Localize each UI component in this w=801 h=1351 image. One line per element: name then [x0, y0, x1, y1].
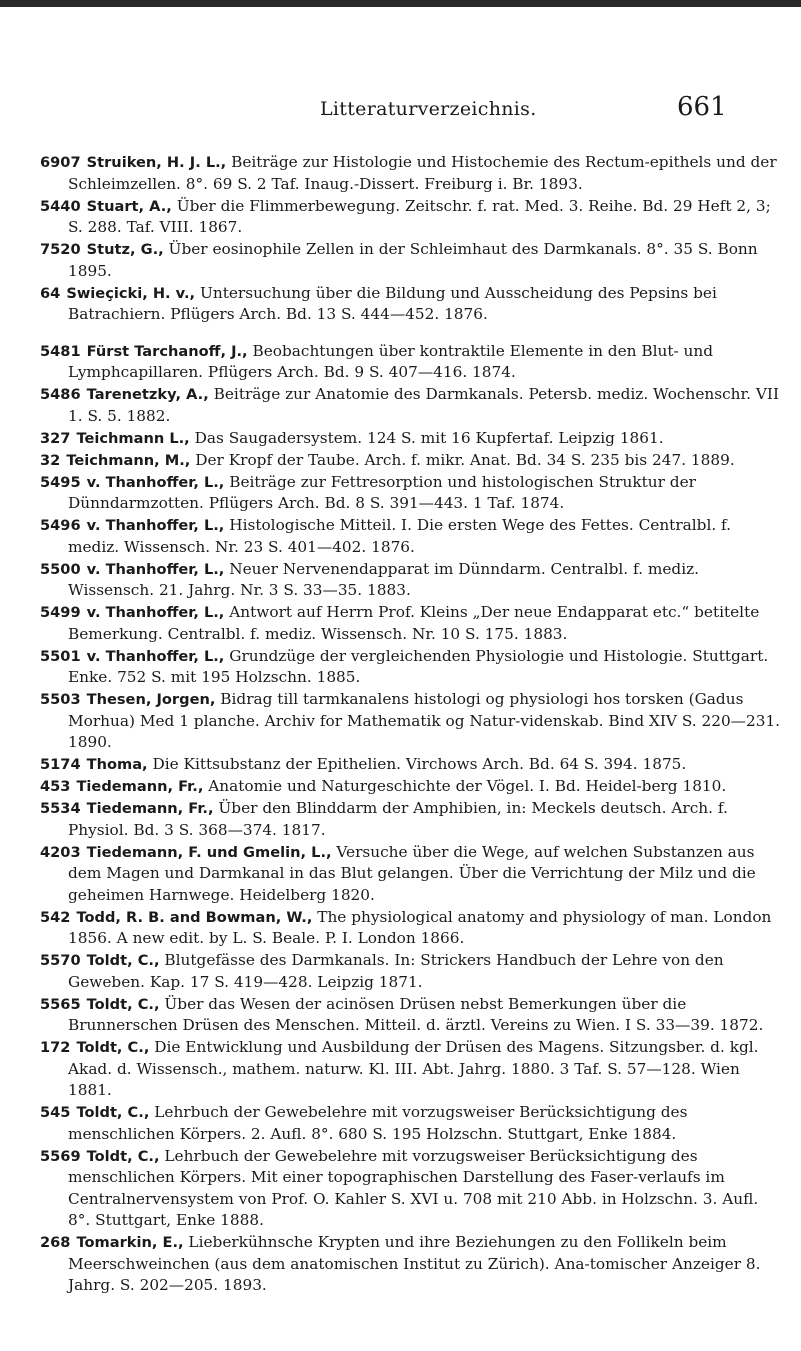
- entry-number: 327: [40, 429, 71, 447]
- entry-author: Thesen, Jorgen,: [86, 691, 216, 708]
- entry-text: Die Entwicklung und Ausbildung der Drüsen des Magens. Sitzungsber. d. kgl. Akad. d. Wissensch., mathem. naturw. Kl. III. Abt. Jahrg. 1880. 3 Taf. S. 57—128. Wien 1881.: [68, 1038, 759, 1099]
- entry-number: 5481: [40, 342, 81, 360]
- entry-number: 268: [40, 1234, 71, 1251]
- entry-number: 7520: [40, 241, 81, 258]
- entry-author: v. Thanhoffer, L.,: [86, 560, 225, 578]
- bibliography-list: [40, 152, 782, 1297]
- entry-text: Grundzüge der vergleichenden Physiologie und Histologie. Stuttgart. Enke. 752 S. mit 195 Holzschn. 1885.: [68, 646, 769, 686]
- entry-text: Untersuchung über die Bildung und Ausscheidung des Pepsins bei Batrachiern. Pflügers Arch. Bd. 13 S. 444—452. 1876.: [68, 283, 717, 323]
- entry-number: 545: [40, 1104, 71, 1121]
- entry-text: Blutgefässe des Darmkanals. In: Strickers Handbuch der Lehre von den Geweben. Kap. 17 S. 419—428. Leipzig 1871.: [68, 951, 724, 991]
- entry-author: Teichmann L.,: [76, 429, 190, 447]
- entry-text: Beiträge zur Fettresorption und histologischen Struktur der Dünndarmzotten. Pflügers Arch. Bd. 8 S. 391—443. 1 Taf. 1874.: [68, 472, 696, 512]
- entry-number: 5569: [40, 1147, 81, 1165]
- entry-author: Tomarkin, E.,: [76, 1234, 184, 1251]
- bibliography-entry: [40, 450, 782, 472]
- entry-number: 5495: [40, 473, 81, 491]
- entry-text: Versuche über die Wege, auf welchen Substanzen aus dem Magen und Darmkanal in das Blut gelangen. Über die Verrichtung der Milz und die geheimen Harnwege. Heidelberg 1820.: [68, 842, 756, 904]
- entry-number: 5503: [40, 691, 81, 708]
- entry-author: Todd, R. B. and Bowman, W.,: [76, 908, 313, 926]
- entry-text: Anatomie und Naturgeschichte der Vögel. I. Bd. Heidel-berg 1810.: [208, 777, 727, 795]
- entry-number: 5501: [40, 647, 81, 665]
- entry-author: v. Thanhoffer, L.,: [86, 517, 225, 534]
- entry-text: Über den Blinddarm der Amphibien, in: Meckels deutsch. Arch. f. Physiol. Bd. 3 S. 368—374. 1817.: [68, 799, 728, 839]
- entry-number: 172: [40, 1039, 71, 1056]
- entry-text: Die Kittsubstanz der Epithelien. Virchows Arch. Bd. 64 S. 394. 1875.: [152, 755, 687, 773]
- entry-author: Toldt, C.,: [86, 1147, 160, 1165]
- entry-number: 542: [40, 908, 71, 926]
- bibliography-entry: [40, 472, 782, 515]
- entry-author: Tiedemann, Fr.,: [86, 800, 214, 817]
- entry-number: 5570: [40, 952, 81, 969]
- entry-author: Stuart, A.,: [86, 197, 172, 215]
- entry-author: v. Thanhoffer, L.,: [86, 604, 225, 621]
- entry-text: Über das Wesen der acinösen Drüsen nebst Bemerkungen über die Brunnerschen Drüsen des Menschen. Mitteil. d. ärztl. Vereins zu Wien. I S. 33—39. 1872.: [68, 994, 764, 1034]
- entry-author: Tiedemann, Fr.,: [76, 778, 204, 795]
- page-number: 661: [677, 92, 727, 122]
- entry-number: 64: [40, 284, 61, 302]
- entry-number: 5565: [40, 995, 81, 1013]
- entry-author: v. Thanhoffer, L.,: [86, 647, 225, 665]
- bibliography-entry: [40, 515, 782, 558]
- entry-text: Über die Flimmerbewegung. Zeitschr. f. rat. Med. 3. Reihe. Bd. 29 Heft 2, 3; S. 288. Taf. VIII. 1867.: [68, 196, 771, 236]
- entry-number: 5486: [40, 386, 81, 403]
- entry-text: Lieberkühnsche Krypten und ihre Beziehungen zu den Follikeln beim Meerschweinchen (aus dem anatomischen Institut zu Zürich). Ana-tomischer Anzeiger 8. Jahrg. S. 202—205. 1893.: [68, 1233, 761, 1294]
- entry-text: Über eosinophile Zellen in der Schleimhaut des Darmkanals. 8°. 35 S. Bonn 1895.: [68, 240, 758, 280]
- bibliography-entry: [40, 776, 782, 798]
- entry-text: Antwort auf Herrn Prof. Kleins „Der neue Endapparat etc.“ betitelte Bemerkung. Centralbl. f. mediz. Wissensch. Nr. 10 S. 175. 1883.: [68, 603, 760, 643]
- entry-author: Toldt, C.,: [86, 952, 160, 969]
- entry-text: Beiträge zur Histologie und Histochemie des Rectum-epithels und der Schleimzellen. 8°. 69 S. 2 Taf. Inaug.-Dissert. Freiburg i. Br. 1893.: [68, 153, 777, 193]
- bibliography-entry: [40, 196, 782, 239]
- entry-author: Thoma,: [86, 756, 148, 773]
- entry-author: Stutz, G.,: [86, 241, 164, 258]
- entry-author: Teichmann, M.,: [66, 451, 191, 469]
- bibliography-entry: [40, 1102, 782, 1145]
- bibliography-entry: [40, 1146, 782, 1232]
- bibliography-entry: [40, 341, 782, 384]
- bibliography-entry: [40, 428, 782, 450]
- bibliography-entry: [40, 152, 782, 195]
- entry-author: Toldt, C.,: [86, 995, 160, 1013]
- bibliography-entry: [40, 1037, 782, 1102]
- entry-author: Tiedemann, F. und Gmelin, L.,: [86, 843, 332, 861]
- bibliography-entry: [40, 283, 782, 326]
- bibliography-entry: [40, 994, 782, 1037]
- entry-number: 453: [40, 778, 71, 795]
- bibliography-entry: [40, 907, 782, 950]
- top-border-rule: [0, 0, 801, 7]
- bibliography-entry: [40, 239, 782, 282]
- entry-author: Toldt, C.,: [76, 1039, 150, 1056]
- bibliography-entry: [40, 950, 782, 993]
- entry-text: Histologische Mitteil. I. Die ersten Wege des Fettes. Centralbl. f. mediz. Wissensch. Nr. 23 S. 401—402. 1876.: [68, 516, 732, 556]
- entry-number: 5440: [40, 197, 81, 215]
- bibliography-entry: [40, 842, 782, 907]
- entry-author: Fürst Tarchanoff, J.,: [86, 342, 248, 360]
- entry-author: Toldt, C.,: [76, 1104, 150, 1121]
- header-title: Litteraturverzeichnis.: [320, 98, 537, 120]
- entry-text: Lehrbuch der Gewebelehre mit vorzugsweiser Berücksichtigung des menschlichen Körpers. 2. Aufl. 8°. 680 S. 195 Holzschn. Stuttgart, Enke 1884.: [68, 1103, 688, 1143]
- running-header: [0, 92, 801, 132]
- entry-text: Beiträge zur Anatomie des Darmkanals. Petersb. mediz. Wochenschr. VII 1. S. 5. 1882.: [68, 385, 780, 425]
- entry-text: Beobachtungen über kontraktile Elemente in den Blut- und Lymphcapillaren. Pflügers Arch. Bd. 9 S. 407—416. 1874.: [68, 341, 714, 381]
- entry-number: 5496: [40, 517, 81, 534]
- entry-number: 5174: [40, 756, 81, 773]
- bibliography-entry: [40, 646, 782, 689]
- entry-author: v. Thanhoffer, L.,: [86, 473, 225, 491]
- entry-number: 5500: [40, 560, 81, 578]
- bibliography-entry: [40, 384, 782, 427]
- bibliography-entry: [40, 1232, 782, 1297]
- entry-text: Das Saugadersystem. 124 S. mit 16 Kupfertaf. Leipzig 1861.: [194, 428, 664, 447]
- bibliography-entry: [40, 559, 782, 602]
- entry-text: Lehrbuch der Gewebelehre mit vorzugsweiser Berücksichtigung des menschlichen Körpers. Mit einer topographischen Darstellung des Faser-verlaufs im Centralnervensystem von Prof. O. Kahler S. XVI u. 708 mit 210 Abb. in Holzschn. 3. Aufl. 8°. Stuttgart, Enke 1888.: [68, 1146, 759, 1229]
- bibliography-entry: [40, 689, 782, 754]
- entry-number: 4203: [40, 843, 81, 861]
- entry-text: Der Kropf der Taube. Arch. f. mikr. Anat. Bd. 34 S. 235 bis 247. 1889.: [195, 450, 735, 469]
- entry-text: Bidrag till tarmkanalens histologi og physiologi hos torsken (Gadus Morhua) Med 1 planche. Archiv for Mathematik og Natur-videnskab. Bind XIV S. 220—231. 1890.: [68, 690, 781, 751]
- bibliography-entry: [40, 602, 782, 645]
- entry-number: 32: [40, 451, 61, 469]
- bibliography-entry: [40, 798, 782, 841]
- entry-author: Struiken, H. J. L.,: [86, 154, 227, 171]
- entry-text: Neuer Nervenendapparat im Dünndarm. Centralbl. f. mediz. Wissensch. 21. Jahrg. Nr. 3 S. 33—35. 1883.: [68, 559, 700, 599]
- entry-number: 5534: [40, 800, 81, 817]
- entry-author: Tarenetzky, A.,: [86, 386, 209, 403]
- entry-author: Swieçicki, H. v.,: [66, 284, 196, 302]
- entry-number: 5499: [40, 604, 81, 621]
- entry-text: The physiological anatomy and physiology of man. London 1856. A new edit. by L. S. Beale. P. I. London 1866.: [68, 907, 772, 947]
- bibliography-entry: [40, 754, 782, 776]
- entry-number: 6907: [40, 154, 81, 171]
